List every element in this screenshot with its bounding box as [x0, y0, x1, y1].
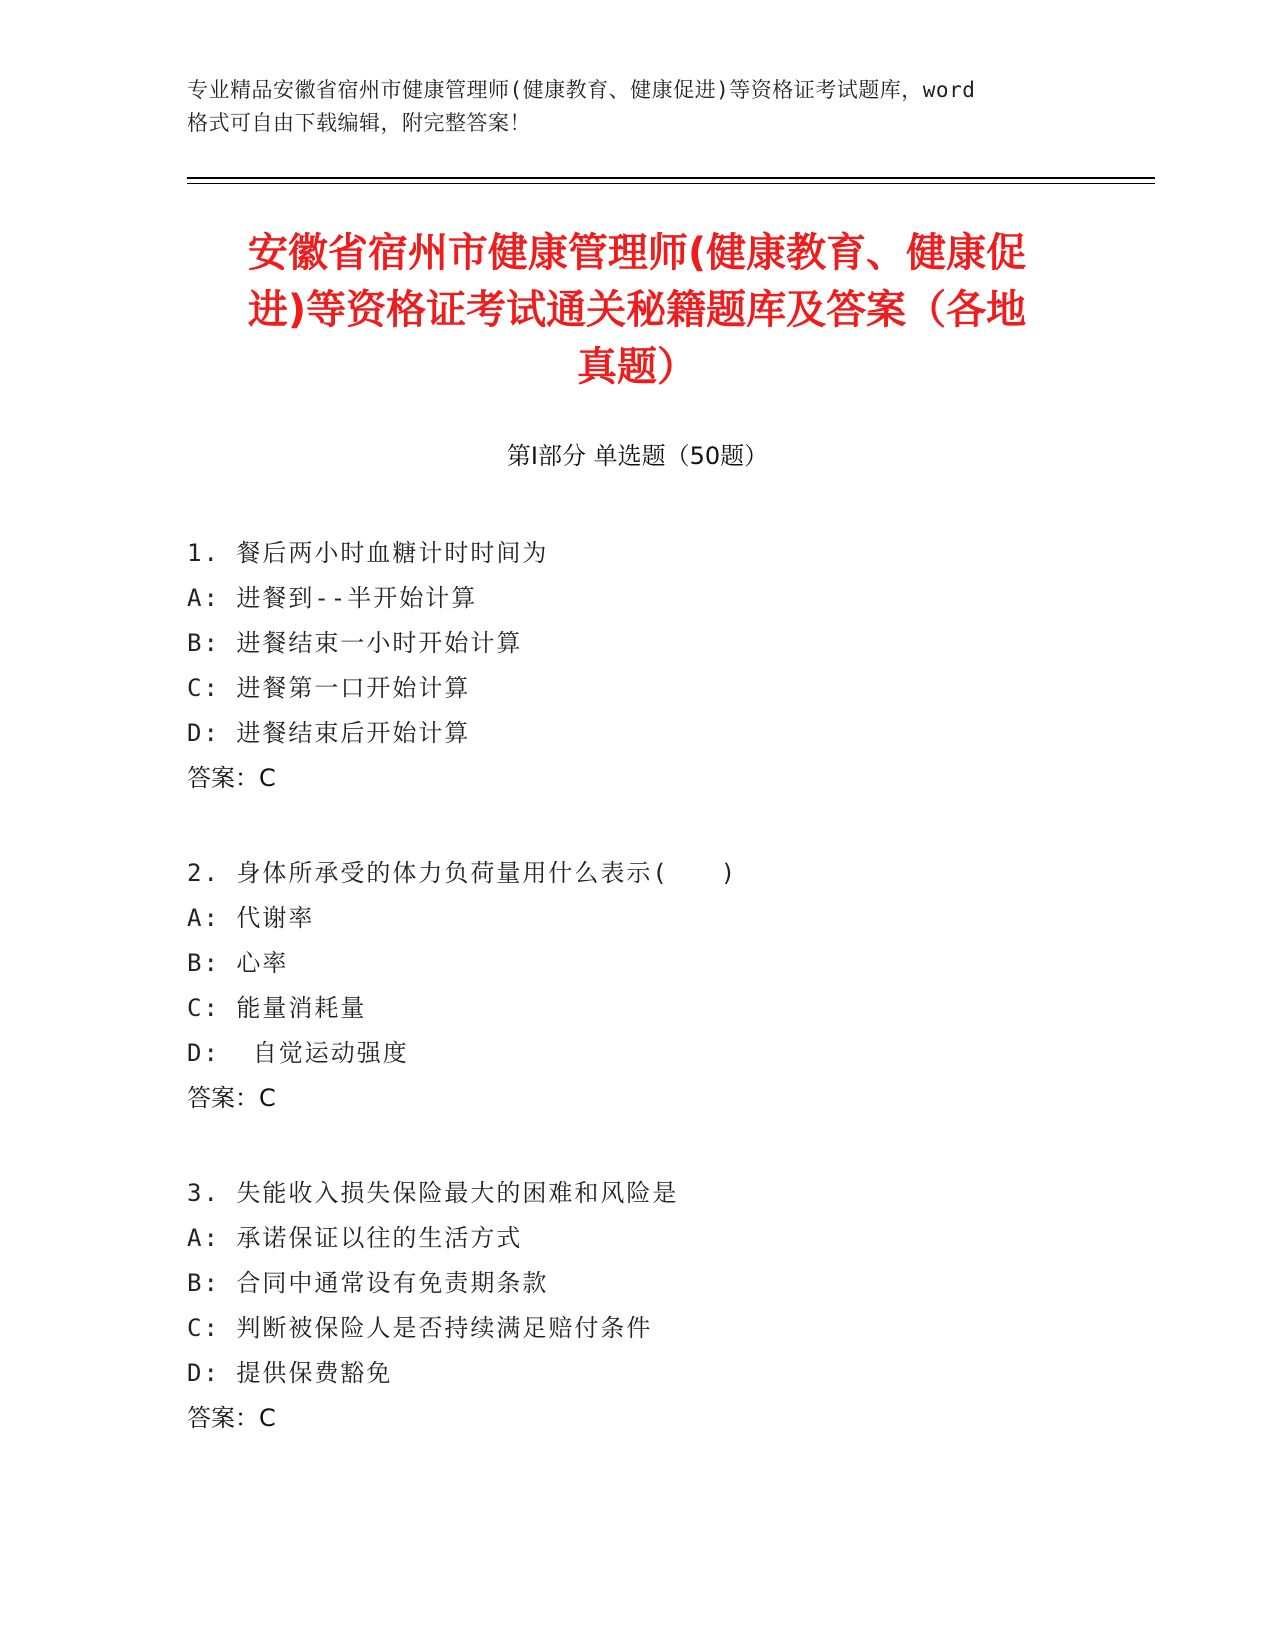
- header-divider-thin: [187, 183, 1155, 184]
- question-stem: 3. 失能收入损失保险最大的困难和风险是: [187, 1179, 679, 1207]
- option-c: C: 能量消耗量: [187, 994, 367, 1022]
- document-title: [187, 225, 1087, 396]
- option-a: A: 进餐到--半开始计算: [187, 584, 478, 612]
- question-list: [187, 531, 1147, 1491]
- section-title: 第Ⅰ部分 单选题（50题）: [506, 442, 769, 470]
- document-header-note: [187, 74, 1087, 140]
- document-title-line-3: 真题）: [577, 344, 697, 390]
- question-item: [187, 851, 1147, 1121]
- document-title-line-1: 安徽省宿州市健康管理师(健康教育、健康促: [247, 230, 1027, 276]
- option-b: B: 心率: [187, 949, 289, 977]
- question-item: [187, 1171, 1147, 1441]
- header-note-line-2: 格式可自由下载编辑，附完整答案！: [187, 111, 531, 135]
- option-d: D: 提供保费豁免: [187, 1359, 393, 1387]
- option-a: A: 承诺保证以往的生活方式: [187, 1224, 523, 1252]
- question-stem: 2. 身体所承受的体力负荷量用什么表示( ): [187, 859, 738, 887]
- option-b: B: 进餐结束一小时开始计算: [187, 629, 523, 657]
- option-b: B: 合同中通常设有免责期条款: [187, 1269, 549, 1297]
- option-c: C: 进餐第一口开始计算: [187, 674, 471, 702]
- option-c: C: 判断被保险人是否持续满足赔付条件: [187, 1314, 653, 1342]
- option-a: A: 代谢率: [187, 904, 315, 932]
- answer-label: 答案：C: [187, 1404, 276, 1432]
- option-d: D: 自觉运动强度: [187, 1039, 409, 1067]
- answer-label: 答案：C: [187, 1084, 276, 1112]
- option-d: D: 进餐结束后开始计算: [187, 719, 471, 747]
- question-stem: 1. 餐后两小时血糖计时时间为: [187, 539, 549, 567]
- header-divider-thick: [187, 177, 1155, 179]
- question-item: [187, 531, 1147, 801]
- header-note-line-1: 专业精品安徽省宿州市健康管理师(健康教育、健康促进)等资格证考试题库，word: [187, 78, 976, 102]
- answer-label: 答案：C: [187, 764, 276, 792]
- document-title-line-2: 进)等资格证考试通关秘籍题库及答案（各地: [247, 287, 1027, 333]
